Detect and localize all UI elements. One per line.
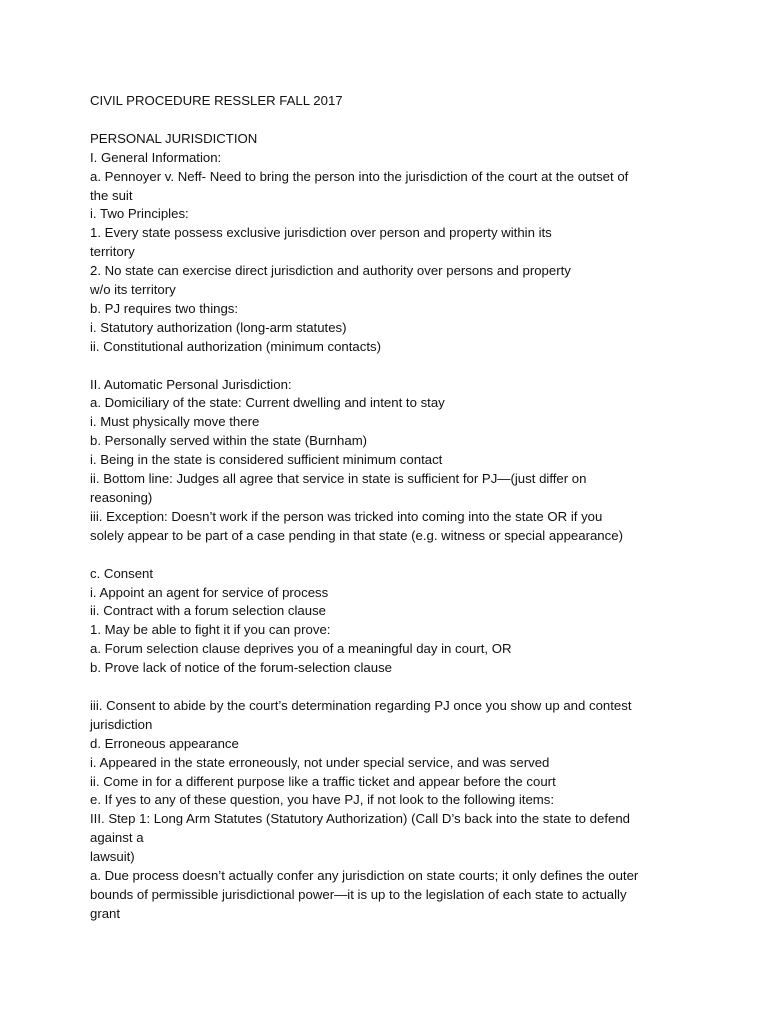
document-line: ii. Constitutional authorization (minimum contacts) [90,338,381,354]
document-line: w/o its territory [90,282,176,298]
document-body [90,92,690,924]
document-line: jurisdiction [90,716,153,732]
spacer [90,678,690,697]
document-line: iii. Consent to abide by the court’s determination regarding PJ once you show up and contest [90,697,632,713]
document-line: b. Prove lack of notice of the forum-selection clause [90,660,392,676]
document-line: d. Erroneous appearance [90,735,239,751]
document-line: solely appear to be part of a case pending in that state (e.g. witness or special appearance) [90,527,623,543]
document-line: iii. Exception: Doesn’t work if the person was tricked into coming into the state OR if you [90,508,603,524]
document-line: II. Automatic Personal Jurisdiction: [90,376,292,392]
document-line: against a [90,830,144,846]
document-line: the suit [90,187,133,203]
document-line: b. PJ requires two things: [90,300,239,316]
document-line: i. Two Principles: [90,206,189,222]
document-line: ii. Contract with a forum selection clause [90,603,327,619]
document-line: a. Forum selection clause deprives you of a meaningful day in court, OR [90,641,512,657]
document-line: e. If yes to any of these question, you have PJ, if not look to the following items: [90,792,555,808]
spacer [90,357,690,376]
document-line: 1. May be able to fight it if you can prove: [90,622,331,638]
document-line: ii. Come in for a different purpose like a traffic ticket and appear before the court [90,773,556,789]
document-line: i. Appeared in the state erroneously, not under special service, and was served [90,754,550,770]
document-line: i. Statutory authorization (long-arm statutes) [90,319,347,335]
document-line: a. Pennoyer v. Neff- Need to bring the person into the jurisdiction of the court at the outset of [90,168,629,184]
spacer [90,111,690,130]
section-heading: PERSONAL JURISDICTION [90,130,258,146]
document-line: 2. No state can exercise direct jurisdiction and authority over persons and property [90,263,571,279]
document-line: I. General Information: [90,149,222,165]
document-lines [90,149,690,924]
document-line: ii. Bottom line: Judges all agree that service in state is sufficient for PJ—(just differ on [90,471,587,487]
document-line: i. Appoint an agent for service of process [90,584,329,600]
document-line: 1. Every state possess exclusive jurisdiction over person and property within its [90,225,552,241]
document-title: CIVIL PROCEDURE RESSLER FALL 2017 [90,93,343,108]
document-line: reasoning) [90,490,153,505]
document-line: i. Being in the state is considered sufficient minimum contact [90,452,443,468]
document-line: grant [90,905,121,921]
document-line: III. Step 1: Long Arm Statutes (Statutory Authorization) (Call D’s back into the state to defend [90,811,631,827]
document-line: i. Must physically move there [90,414,260,430]
document-line: a. Domiciliary of the state: Current dwelling and intent to stay [90,395,445,411]
document-line: lawsuit) [90,849,135,865]
document-line: c. Consent [90,565,154,581]
document-line: a. Due process doesn’t actually confer any jurisdiction on state courts; it only defines the outer [90,868,639,884]
document-line: b. Personally served within the state (Burnham) [90,433,368,449]
document-line: bounds of permissible jurisdictional power—it is up to the legislation of each state to actually [90,887,627,902]
document-line: territory [90,244,135,260]
spacer [90,546,690,565]
